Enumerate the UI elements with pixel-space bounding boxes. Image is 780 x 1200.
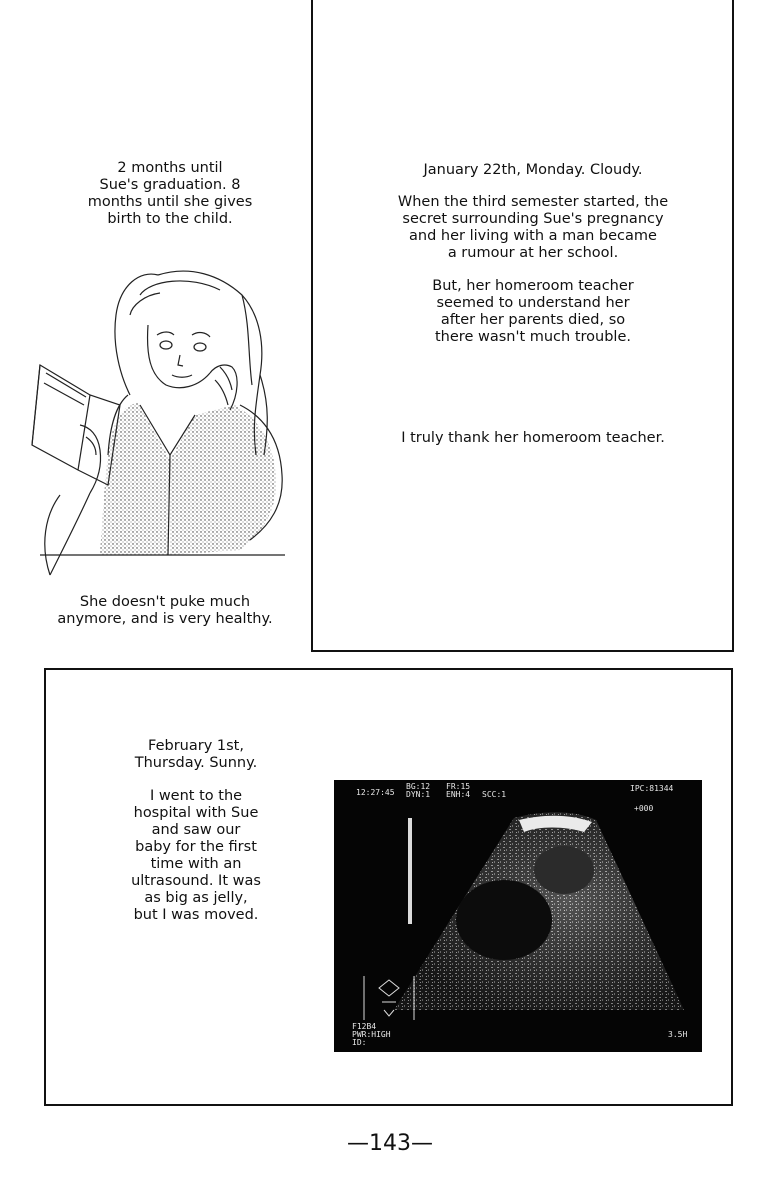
diary-date: January 22th, Monday. Cloudy. <box>423 162 643 178</box>
ultrasound-image <box>334 780 702 1052</box>
us-bg: BG:12 <box>406 782 431 791</box>
caption-bottom: She doesn't puke much anymore, and is very healthy. <box>57 594 273 627</box>
us-dyn: DYN:1 <box>406 790 431 799</box>
us-time: 12:27:45 <box>356 788 395 797</box>
us-freq: F12B4 <box>352 1022 377 1031</box>
girl-reading-illustration <box>20 255 290 585</box>
caption-top: 2 months until Sue's graduation. 8 months until she gives birth to the child. <box>87 160 253 227</box>
diary-paragraph-3: I truly thank her homeroom teacher. <box>401 430 665 446</box>
diary-paragraph-feb: I went to the hospital with Sue and saw our baby for the first time with an ultrasound. It was as big as jelly, but I was moved. <box>131 788 261 923</box>
us-scale: 3.5H <box>668 1030 688 1039</box>
us-pwr: PWR:HIGH <box>352 1030 391 1039</box>
diary-paragraph-2: But, her homeroom teacher seemed to understand her after her parents died, so there wasn't much trouble. <box>432 278 634 345</box>
panel-left <box>20 0 310 655</box>
us-scc: SCC:1 <box>482 790 507 799</box>
diary-date-feb: February 1st, Thursday. Sunny. <box>134 738 258 771</box>
us-enh: ENH:4 <box>446 790 471 799</box>
us-id: ID: <box>352 1038 367 1047</box>
page-number: —143— <box>347 1131 433 1156</box>
diary-paragraph-1: When the third semester started, the secret surrounding Sue's pregnancy and her living with a man became a rumour at her school. <box>397 194 669 261</box>
us-ipc: IPC:81344 <box>630 784 674 793</box>
us-fr: FR:15 <box>446 782 471 791</box>
ultrasound-scan <box>334 780 702 1052</box>
panel-right <box>311 0 734 652</box>
us-depth: +000 <box>634 804 654 813</box>
panel-bottom <box>44 668 733 1106</box>
